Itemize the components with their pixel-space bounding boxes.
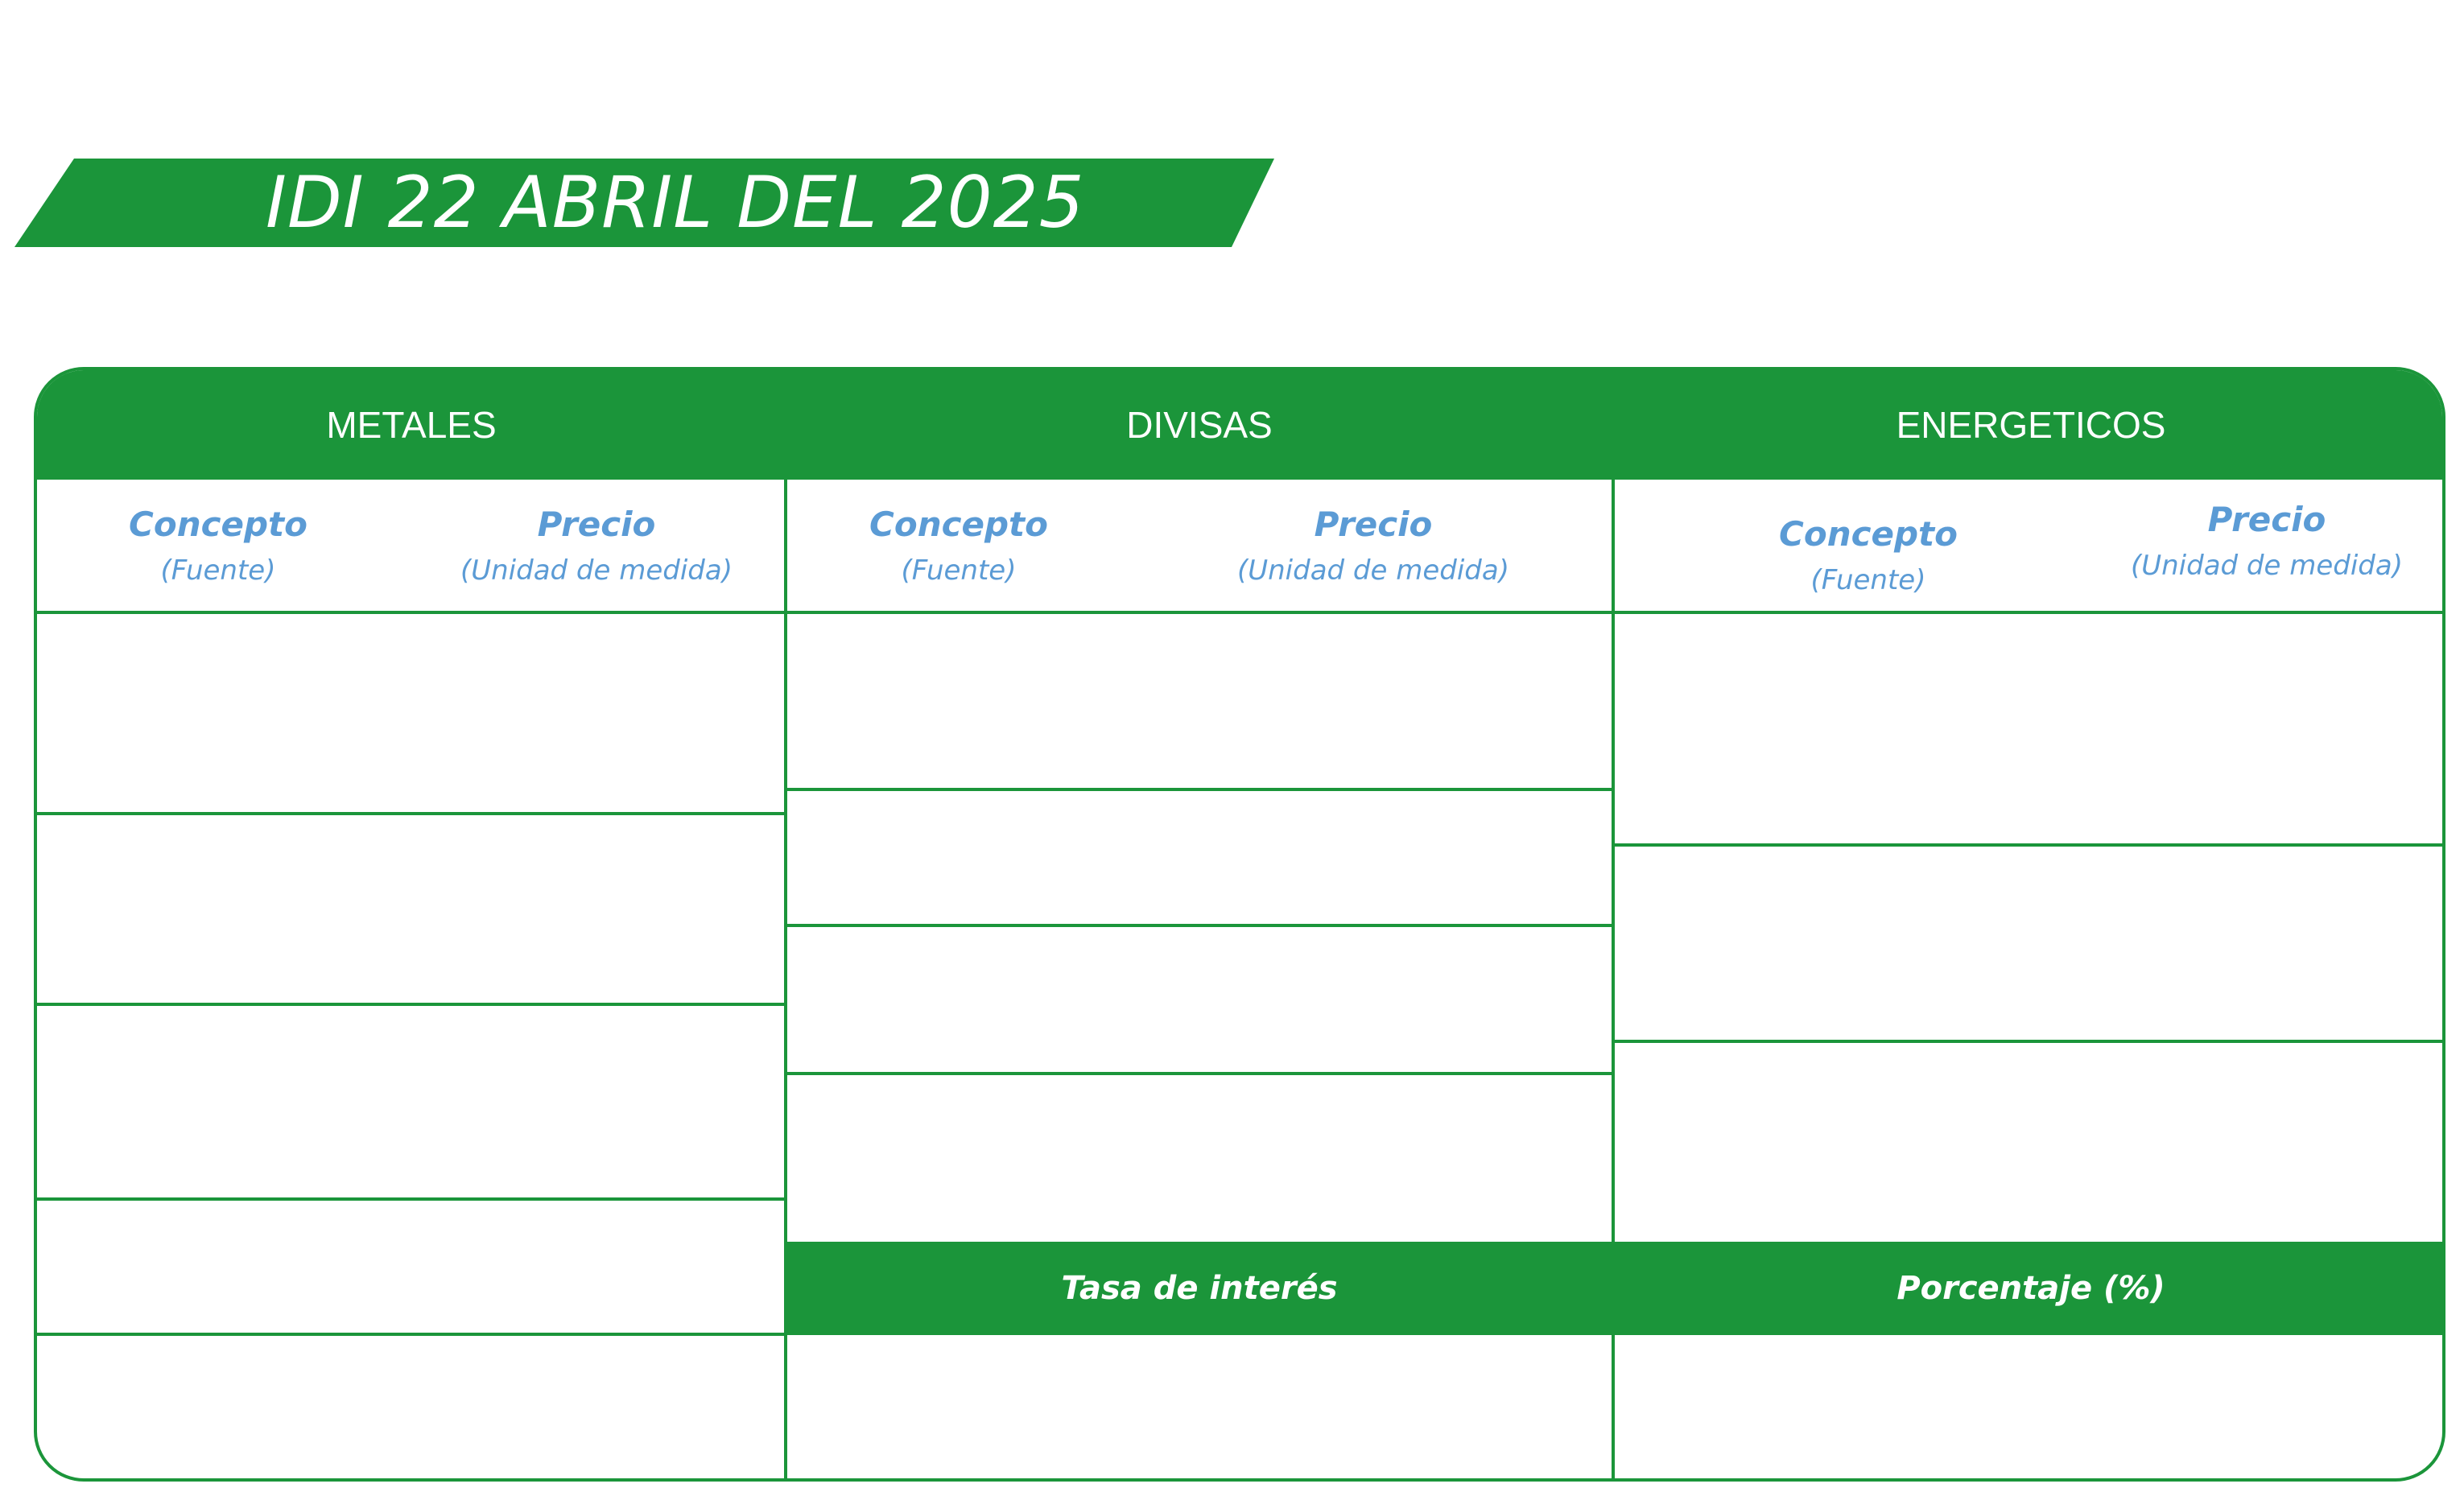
energeticos-price-label: Precio <box>2207 500 2326 539</box>
energeticos-price-sub: (Unidad de medida) <box>2130 550 2403 582</box>
divisas-concept-sub: (Fuente) <box>901 554 1017 587</box>
interest-rate-heading: Tasa de interés <box>1061 1270 1338 1307</box>
metales-concept-heading <box>69 502 367 594</box>
energeticos-row-3[interactable] <box>1615 1043 2445 1242</box>
energeticos-concept-sub: (Fuente) <box>1810 564 1926 596</box>
interest-percent-value[interactable] <box>1615 1335 2445 1480</box>
divisas-price-heading <box>1164 502 1583 594</box>
interest-rate-value[interactable] <box>787 1335 1612 1480</box>
metales-row-2[interactable] <box>37 815 784 1003</box>
divisas-row-1[interactable] <box>787 614 1612 788</box>
divisas-row-4[interactable] <box>787 1075 1612 1242</box>
page-title: IDI 22 ABRIL DEL 2025 <box>266 161 1085 244</box>
section-title-energeticos: ENERGETICOS <box>1896 404 2166 446</box>
metales-price-label: Precio <box>537 505 656 544</box>
metales-row-1[interactable] <box>37 614 784 812</box>
divisas-price-label: Precio <box>1314 505 1433 544</box>
section-title-metales: METALES <box>326 404 497 446</box>
energeticos-concept-heading <box>1711 512 2025 604</box>
metales-concept-sub: (Fuente) <box>160 554 276 587</box>
metales-price-heading <box>423 502 770 594</box>
metales-row-4[interactable] <box>37 1201 784 1333</box>
indicators-table <box>34 367 2445 1482</box>
energeticos-price-heading <box>2098 497 2436 589</box>
metales-row-5[interactable] <box>37 1336 784 1481</box>
divisas-row-2[interactable] <box>787 791 1612 924</box>
divisas-row-3[interactable] <box>787 927 1612 1072</box>
divisas-price-sub: (Unidad de medida) <box>1236 554 1509 587</box>
energeticos-row-2[interactable] <box>1615 847 2445 1040</box>
energeticos-concept-label: Concepto <box>1779 514 1958 554</box>
interest-percent-heading: Porcentaje (%) <box>1896 1270 2165 1307</box>
energeticos-row-1[interactable] <box>1615 614 2445 843</box>
metales-row-3[interactable] <box>37 1006 784 1197</box>
divisas-concept-label: Concepto <box>869 505 1048 544</box>
section-title-divisas: DIVISAS <box>1126 404 1273 446</box>
metales-concept-label: Concepto <box>129 505 307 544</box>
divisas-concept-heading <box>810 502 1108 594</box>
metales-price-sub: (Unidad de medida) <box>460 554 733 587</box>
